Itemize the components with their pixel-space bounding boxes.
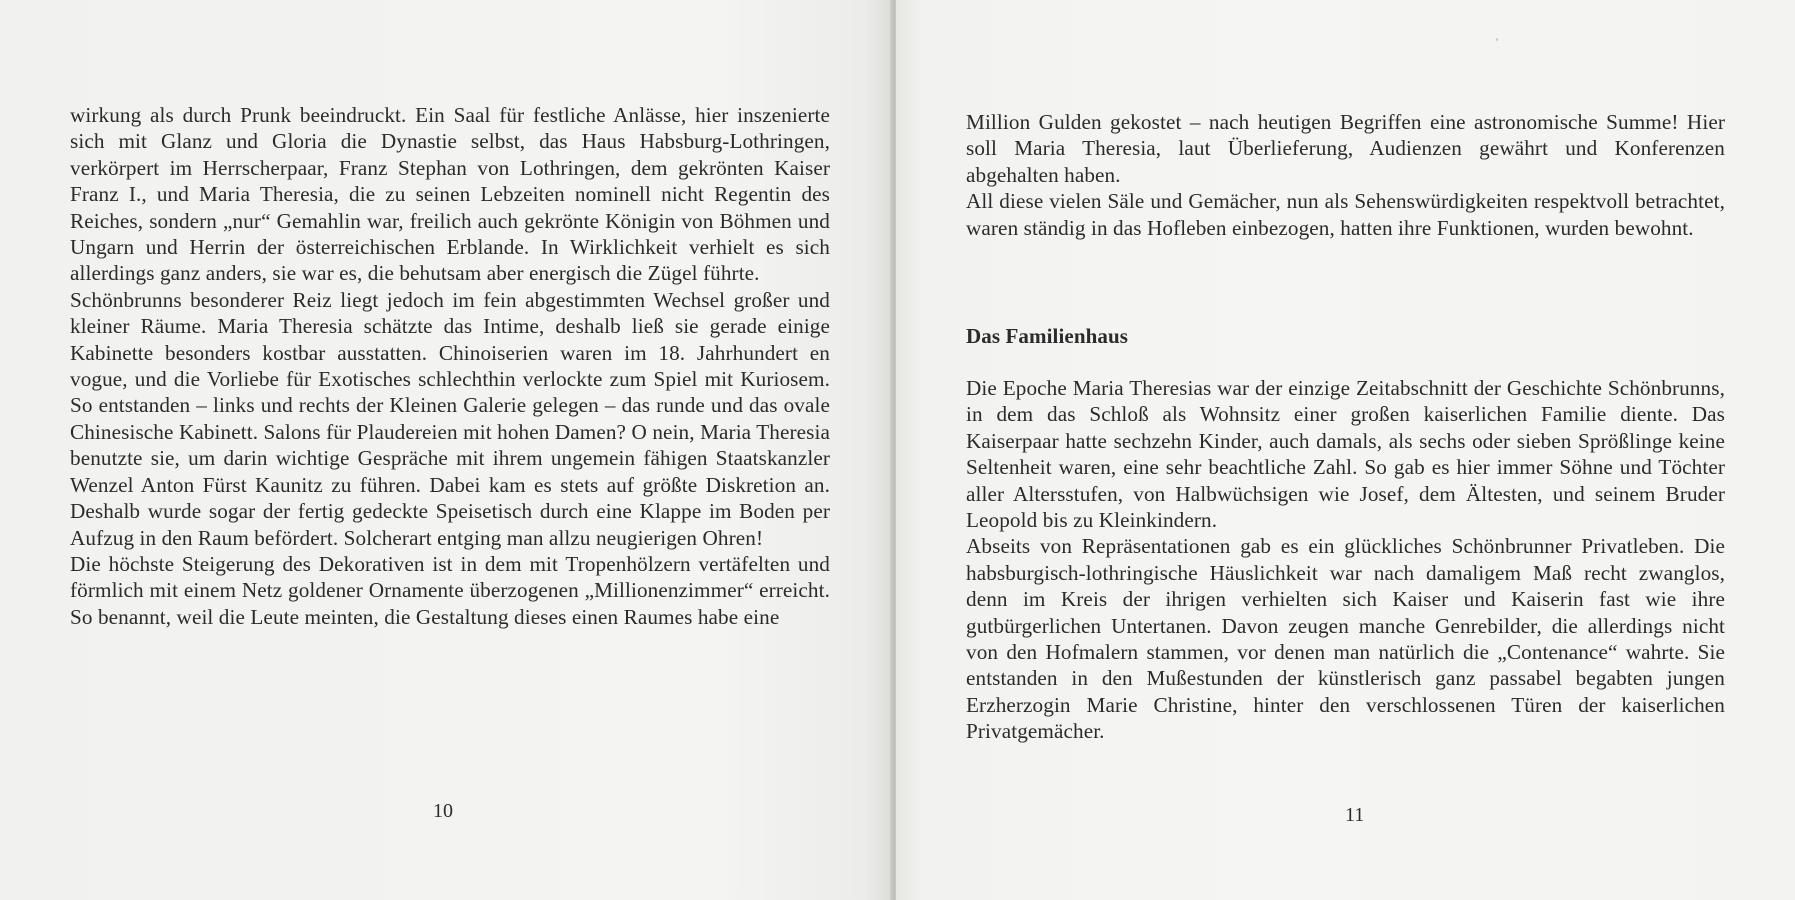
- right-page-body-bottom: [966, 375, 1725, 745]
- paper-speck: [1496, 38, 1498, 41]
- paragraph: Schönbrunns besonderer Reiz liegt jedoch im fein abgestimmten Wechsel großer und kleiner Räume. Maria Theresia schätzte das Intime, deshalb ließ sie gerade einige Kabinette besonders kostbar ausstatten. Chinoiserien waren im 18. Jahrhundert en vogue, und die Vorliebe für Exotisches schlechthin verlockte zum Spiel mit Kuriosem. So entstanden – links und rechts der Kleinen Galerie gelegen – das runde und das ovale Chinesische Kabinett. Salons für Plaudereien mit hohen Damen? O nein, Maria Theresia benutzte sie, um darin wichtige Gespräche mit ihrem ungemein fähigen Staatskanzler Wenzel Anton Fürst Kaunitz zu führen. Dabei kam es stets auf größte Diskretion an. Deshalb wurde sogar der fertig gedeckte Speisetisch durch eine Klappe im Boden per Aufzug in den Raum befördert. Solcherart entging man allzu neugierigen Ohren!: [70, 287, 830, 550]
- left-page-body: [70, 102, 830, 630]
- paragraph: Million Gulden gekostet – nach heutigen Begriffen eine astronomische Summe! Hier soll Maria Theresia, laut Überlieferung, Audienzen gewährt und Konferenzen abgehalten haben.: [966, 110, 1725, 187]
- paragraph: Abseits von Repräsentationen gab es ein glückliches Schönbrunner Privatleben. Die habsburgisch-lothringische Häuslichkeit war nach damaligem Maß recht zwanglos, denn im Kreis der ihrigen verhielten sich Kaiser und Kaiserin fast wie ihre gutbürgerlichen Untertanen. Davon zeugen manche Genrebilder, die allerdings nicht von den Hofmalern stammen, vor denen man natürlich die „Contenance“ wahrte. Sie entstanden in den Mußestunden der künstlerisch ganz passabel begabten jungen Erzherzogin Marie Christine, hinter den verschlossenen Türen der kaiserlichen Privatgemächer.: [966, 534, 1725, 744]
- paragraph: Die Epoche Maria Theresias war der einzige Zeitabschnitt der Geschichte Schönbrunns, in dem das Schloß als Wohnsitz einer großen kaiserlichen Familie diente. Das Kaiserpaar hatte sechzehn Kinder, auch damals, als sechs oder sieben Sprößlinge keine Seltenheit waren, eine sehr beachtliche Zahl. So gab es hier immer Söhne und Töchter aller Altersstufen, von Halbwüchsigen wie Josef, dem Ältesten, und seinem Bruder Leopold bis zu Kleinkindern.: [966, 376, 1725, 533]
- paragraph: wirkung als durch Prunk beeindruckt. Ein Saal für festliche Anlässe, hier inszenierte sich mit Glanz und Gloria die Dynastie selbst, das Haus Habsburg-Lothringen, verkörpert im Herrscherpaar, Franz Stephan von Lothringen, dem gekrönten Kaiser Franz I., und Maria Theresia, die zu seinen Lebzeiten nominell nicht Regentin des Reiches, sondern „nur“ Gemahlin war, freilich auch gekrönte Königin von Böhmen und Ungarn und Herrin der österreichischen Erblande. In Wirklichkeit verhielt es sich allerdings ganz anders, sie war es, die behutsam aber energisch die Zügel führte.: [70, 103, 830, 286]
- page-number-left: 10: [433, 800, 453, 822]
- left-page: [0, 0, 892, 900]
- paragraph: Die höchste Steigerung des Dekorativen ist in dem mit Tropenhölzern vertäfelten und förmlich mit einem Netz goldener Ornamente überzogenen „Millionenzimmer“ erreicht. So benannt, weil die Leute meinten, die Gestaltung dieses einen Raumes habe eine: [70, 551, 830, 629]
- section-heading: Das Familienhaus: [966, 324, 1129, 348]
- right-page-body-top: [966, 109, 1725, 241]
- page-number-right: 11: [1345, 804, 1365, 826]
- right-page: [896, 0, 1795, 900]
- paragraph: All diese vielen Säle und Gemächer, nun als Sehenswürdigkeiten respektvoll betrachtet, waren ständig in das Hofleben einbezogen, hatten ihre Funktionen, wurden bewohnt.: [966, 189, 1725, 240]
